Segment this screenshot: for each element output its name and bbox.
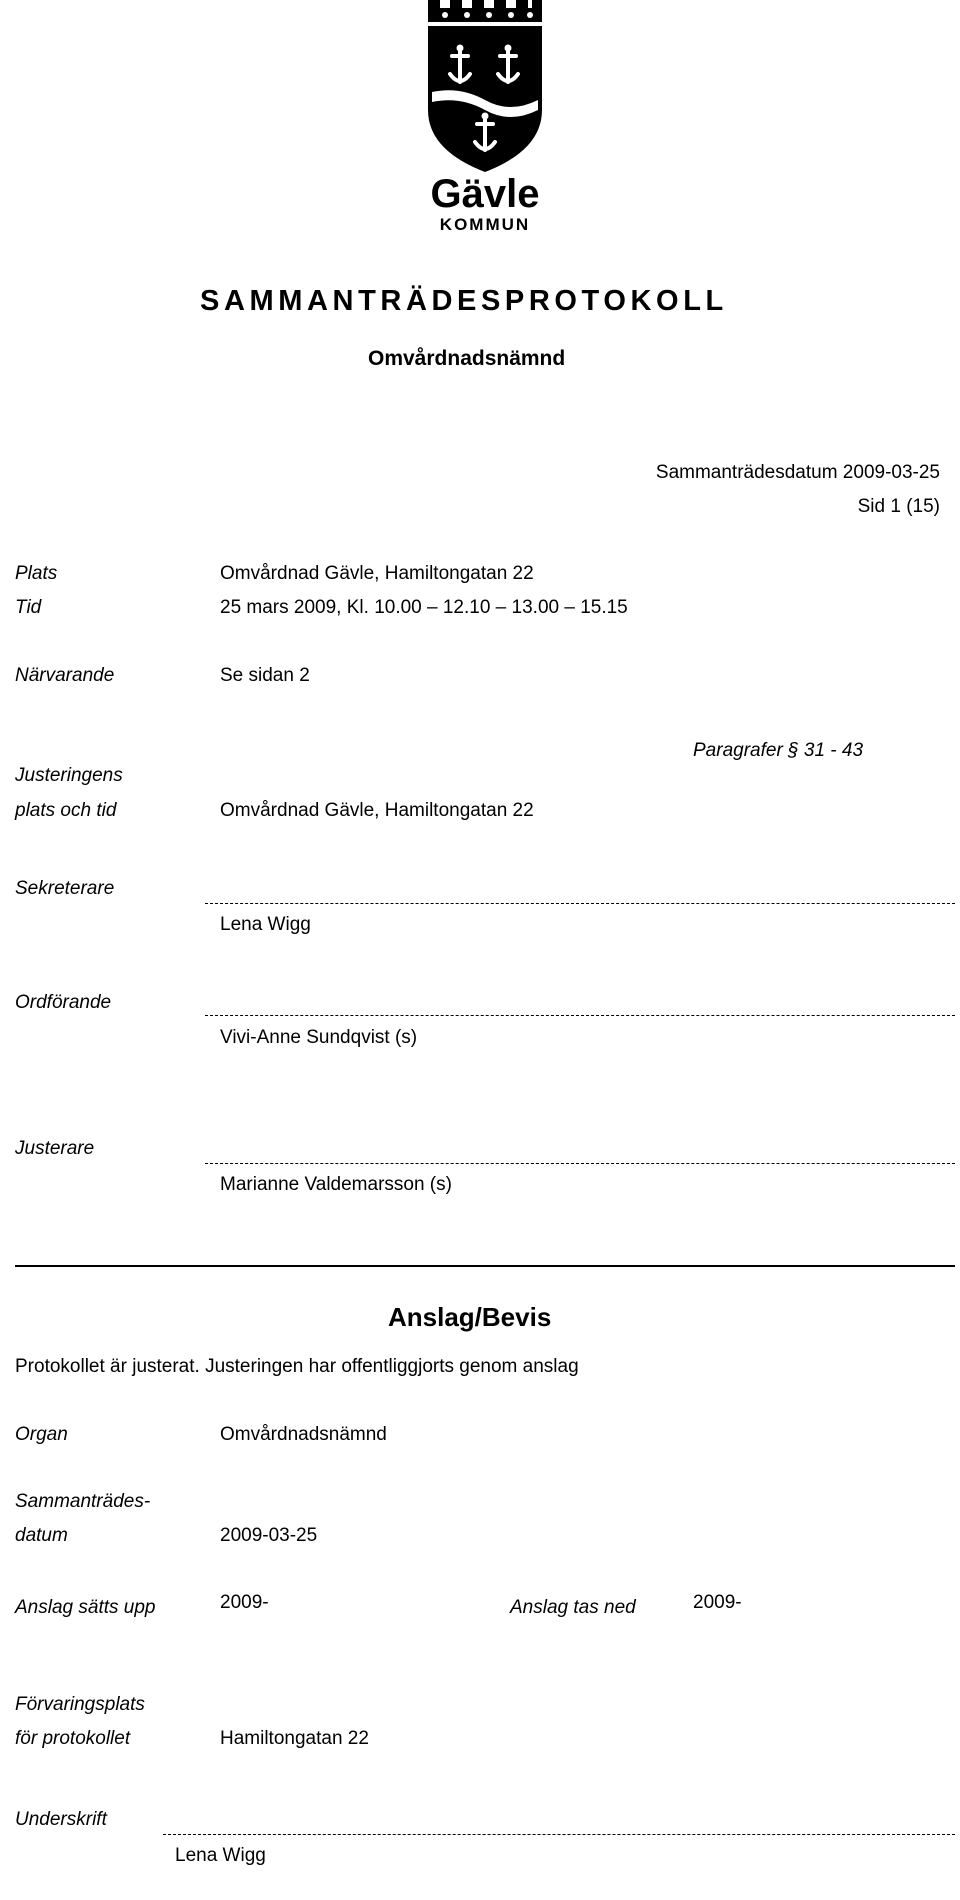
place-value: Omvårdnad Gävle, Hamiltongatan 22 [220,563,534,584]
page-info: Sid 1 (15) [857,496,940,517]
present-value: Se sidan 2 [220,665,310,686]
logo-subline: KOMMUN [439,215,531,234]
signature-name-secretary: Lena Wigg [220,914,311,935]
logo-wordmark: Gävle [430,172,540,216]
signature-name-final: Lena Wigg [175,1845,266,1866]
signature-role-secretary: Sekreterare [15,878,115,899]
paragraphs: Paragrafer § 31 - 43 [693,740,864,761]
organ-label: Organ [15,1424,68,1445]
signature-line-secretary [205,903,955,904]
time-label: Tid [15,597,42,618]
meeting-date-value: 2009-03-25 [220,1525,318,1546]
gavle-kommun-coat-of-arms-icon [420,0,550,240]
signature-role-adjuster: Justerare [15,1138,95,1159]
signature-line-chair [205,1015,955,1016]
document-title: SAMMANTRÄDESPROTOKOLL [200,285,728,317]
signature-name-adjuster: Marianne Valdemarsson (s) [220,1174,452,1195]
adjustment-label-line1: Justeringens [15,765,123,786]
storage-label-line1: Förvaringsplats [15,1694,145,1715]
organ-value: Omvårdnadsnämnd [220,1424,387,1445]
present-label: Närvarande [15,665,115,686]
signature-line-adjuster [205,1163,955,1164]
adjustment-value: Omvårdnad Gävle, Hamiltongatan 22 [220,800,534,821]
removed-value: 2009- [693,1592,742,1613]
committee-name: Omvårdnadsnämnd [368,347,566,370]
notice-statement: Protokollet är justerat. Justeringen har offentliggjorts genom anslag [15,1356,579,1377]
place-label: Plats [15,563,58,584]
signature-name-chair: Vivi-Anne Sundqvist (s) [220,1027,418,1048]
notice-heading: Anslag/Bevis [388,1302,552,1332]
storage-label-line2: för protokollet [15,1728,131,1749]
time-value: 25 mars 2009, Kl. 10.00 – 12.10 – 13.00 – 15.15 [220,597,628,618]
posted-value: 2009- [220,1592,269,1613]
meeting-date: Sammanträdesdatum 2009-03-25 [655,462,940,483]
meeting-date-label-line2: datum [15,1525,68,1546]
posted-label: Anslag sätts upp [15,1597,156,1618]
signature-label: Underskrift [15,1809,107,1830]
storage-value: Hamiltongatan 22 [220,1728,369,1749]
signature-role-chair: Ordförande [15,992,112,1013]
meeting-date-label-line1: Sammanträdes- [15,1491,151,1512]
adjustment-label-line2: plats och tid [15,800,117,821]
removed-label: Anslag tas ned [510,1597,636,1618]
signature-line-final [163,1834,955,1835]
section-divider [15,1265,955,1267]
